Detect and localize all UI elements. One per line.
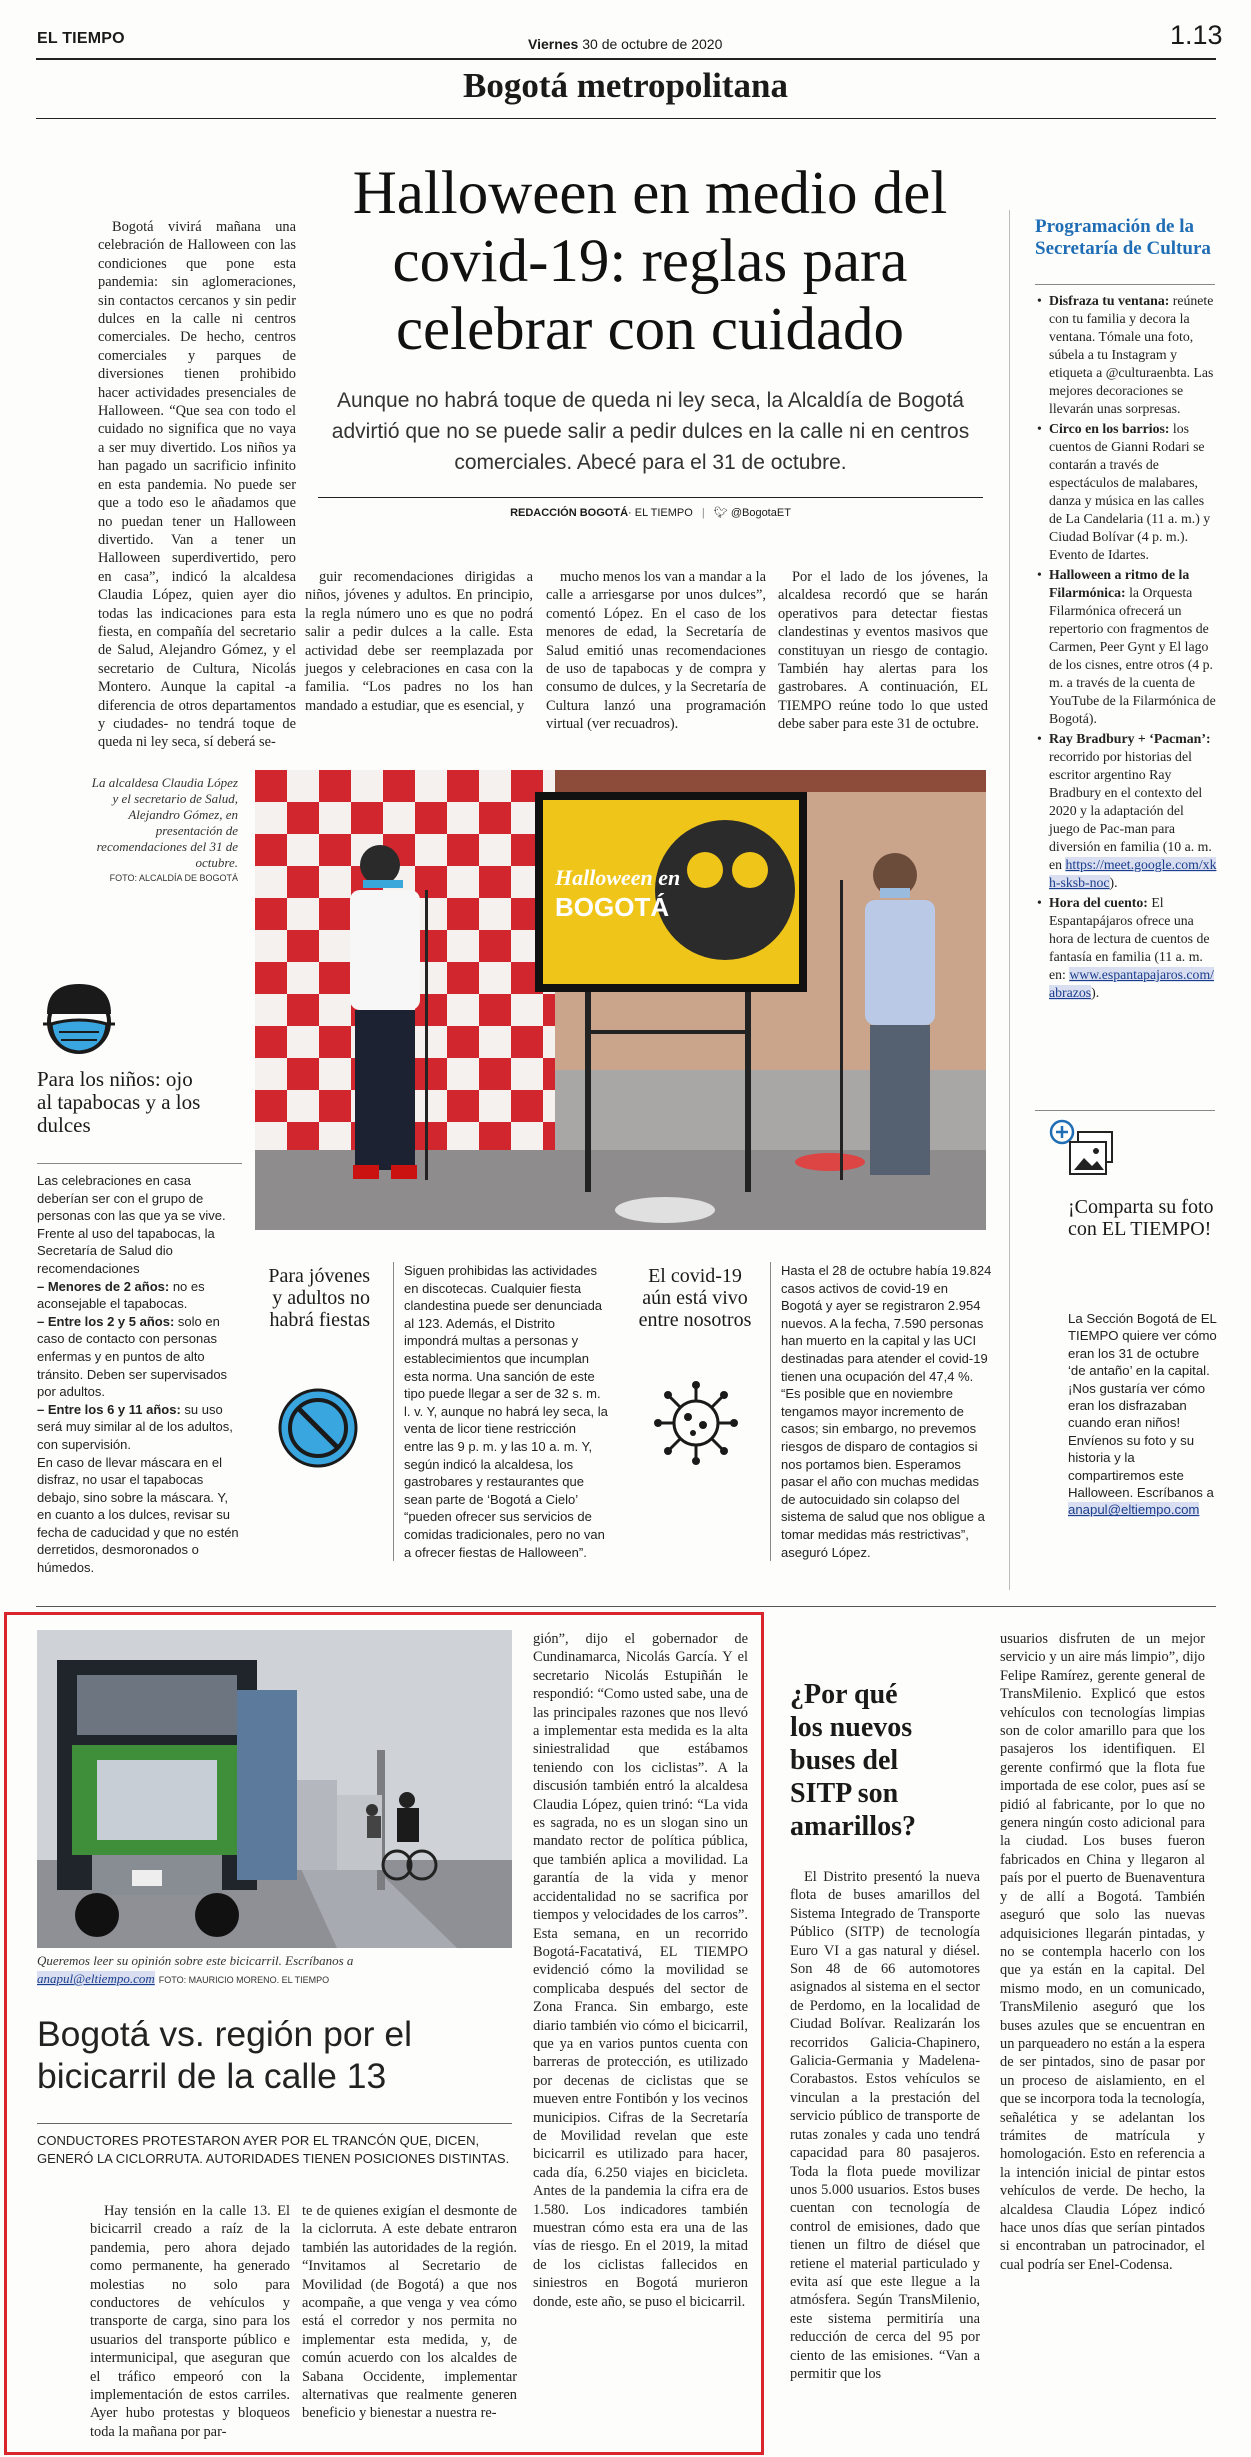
- culture-item-filarmonica: • Halloween a ritmo de la Filarmónica: la Orquesta Filarmónica ofrecerá un repertorio con fragmentos de Carmen, Peer Gynt y El lago de los cisnes, entre otros (4 p. m. a través de la cuenta de YouTube de la Filarmónica de Bogotá).: [1037, 567, 1216, 726]
- byline-source: · EL TIEMPO: [628, 507, 693, 519]
- sidebar-vrule: [1009, 210, 1010, 1590]
- article1-deck: Aunque no habrá toque de queda ni ley seca, la Alcaldía de Bogotá advirtió que no se puede salir a pedir dulces en la calle ni en centros comerciales. Abecé para el 31 de octubre.: [331, 389, 970, 474]
- article2-photo-credit: FOTO: MAURICIO MORENO. EL TIEMPO: [158, 1975, 330, 1985]
- youth-box-text: Siguen prohibidas las actividades en discotecas. Cualquier fiesta clandestina puede ser denunciada al 123. Además, el Distrito impondrá multas a personas y establecimientos que incumplan esta norma. Una sanción de este tipo puede llegar a ser de 32 s. m. l. v. Y, aunque no habrá ley seca, la venta de licor tiene restricción entre las 9 p. m. y las 10 a. m. Y, según indicó la alcaldesa, los gastrobares y restaurantes que sean parte de ‘Bogotá a Cielo’ “pueden ofrecer sus servicios de comidas tradicionales, pero no van a ofrecer fiestas de Halloween”.: [393, 1262, 608, 1561]
- article1-photo-caption: La alcaldesa Claudia López y el secretario de Salud, Alejandro Gómez, en presentación de recomendaciones del 31 de octubre. FOTO: ALCALDÍA DE BOGOTÁ: [88, 775, 238, 883]
- covid-box-text: Hasta el 28 de octubre había 19.824 casos activos de covid-19 en Bogotá y ayer se registraron 2.954 nuevos. A la fecha, 7.590 personas han muerto en la capital y las UCI destinadas para atender el covid-19 tienen una ocupación del 47,4 %. “Es posible que en noviembre tengamos mayor incremento de casos; sin embargo, no prevemos riesgos de disparo de contagios si nos portamos bien. Esperamos pasar el año con muchas medidas de autocuidado sin colapso del sistema de salud que nos obligue a tomar medidas más restrictivas”, aseguró López.: [770, 1262, 992, 1561]
- article2-col2: te de quienes exigían el desmonte de la ciclorruta. A este debate entraron también las autoridades de la región. “Invitamos al Secretario de Movilidad (de Bogotá) a que nos acompañe, a que venga y vea cómo está el corredor y nos permita no implementar esta medida, y, de común acuerdo con los alcaldes de Sabana Occidente, implementar alternativas que realmente generen beneficio y bienestar a nuestra re-: [302, 2203, 517, 2422]
- date-day: Viernes: [528, 36, 579, 52]
- sidebar-culture-title: Programación de la Secretaría de Cultura: [1035, 216, 1211, 259]
- kids-box-text: Las celebraciones en casa deberían ser con el grupo de personas con las que ya se vive. Frente al uso del tapabocas, la Secretaría de Salud dio recomendaciones – Menores de 2 años: no es aconsejable el tapabocas. – Entre los 2 y 5 años: solo en caso de contacto con personas enfermas y en puntos de alto tránsito. Deben ser supervisados por adultos. – Entre los 6 y 11 años: su uso será muy similar al de los adultos, con supervisión. En caso de llevar máscara en el disfraz, no usar el tapabocas debajo, sino sobre la máscara. Y, en cuanto a los dulces, revisar su fecha de caducidad y que no estén derretidos, desmoronados o húmedos.: [37, 1173, 239, 1576]
- face-mask-icon: [37, 980, 119, 1060]
- kids-box-rule: [37, 1163, 242, 1164]
- share-email-link[interactable]: anapul@eltiempo.com: [1068, 1502, 1200, 1518]
- article2-caption-email[interactable]: anapul@eltiempo.com: [37, 1971, 155, 1986]
- section-rule: [36, 118, 1216, 119]
- byline-twitter[interactable]: @BogotaET: [730, 507, 791, 519]
- screen-text: Halloween en: [555, 865, 681, 890]
- culture-item-ventana: • Disfraza tu ventana: reúnete con tu familia y decora la ventana. Tómale una foto, súbela a tu Instagram y etiqueta a @culturaenbta. Las mejores decoraciones se llevarán unas sorpresas.: [1037, 293, 1214, 416]
- screen-text-city: BOGOTÁ: [555, 892, 670, 922]
- share-title: ¡Comparta su foto con EL TIEMPO!: [1068, 1196, 1214, 1240]
- issue-date: [528, 36, 722, 52]
- brand-logo: EL TIEMPO: [37, 30, 125, 47]
- youth-box-title: Para jóvenes y adultos no habrá fiestas: [268, 1265, 370, 1331]
- article3-headline: ¿Por qué los nuevos buses del SITP son amarillos?: [790, 1679, 916, 1842]
- article3-col2: usuarios disfruten de un mejor servicio y un aire más limpio”, dijo Felipe Ramírez, gerente general de TransMilenio. Explicó que estos vehículos con tecnologías limpias son de color amarillo para que los pasajeros los identifiquen. El gerente confirmó que la flota fue importada de ese color, pues así se pidió al fabricante, por lo que no genera ningún costo adicional para la ciudad. Los buses fueron fabricados en China y llegaron al país por el puerto de Buenaventura y de allí a Bogotá. También aseguró que solo las nuevas adquisiciones llegarán pintadas, y no se contempla hacerlo con los que ya están en la capital. Del mismo modo, en un comunicado, TransMilenio aseguró que los buses azules que se encuentran en un parqueadero no están a la espera de ser pintados, sino de pasar por un proceso de aislamiento, en el que se incorpora toda la tecnología, señalética y se adelantan los trámites de matrícula y homologación. Esto en referencia a la intención inicial de pintar estos vehículos de verde. De hecho, la alcaldesa Claudia López indicó hace unos días que serían pintados si encontraban un patrocinador, el cual podría ser Enel-Codensa.: [1000, 1631, 1205, 2273]
- culture-item-cuento: • Hora del cuento: El Espantapájaros ofrece una hora de lectura de cuentos de fantasía en familia (11 a. m. en: www.espantapajaros.com/abrazos).: [1037, 895, 1215, 1000]
- culture-item-circo: • Circo en los barrios: los cuentos de Gianni Rodari se contarán a través de espectáculos de malabares, danza y música en las calles de La Candelaria (11 a. m.) y Ciudad Bolívar (4 p. m.). Evento de Idartes.: [1037, 421, 1211, 562]
- share-rule-top: [1035, 1110, 1215, 1111]
- article1-col1: Bogotá vivirá mañana una celebración de Halloween con las condiciones que pone esta pandemia: sin aglomeraciones, sin contactos cercanos y sin pedir dulces en la calle ni centros comerciales. De hecho, centros comerciales y parques de diversiones tienen prohibido hacer actividades presenciales de Halloween. “Que sea con todo el cuidado no significa que no vaya a ser muy divertido. Los niños ya han pagado un sacrificio infinito en esta pandemia. No puede ser que a todo eso le añadamos que no puedan tener un Halloween divertido. Van a tener un Halloween superdivertido, pero en casa”, indicó la alcaldesa Claudia López, quien ayer dio todas las indicaciones para esta fiesta, en compañía del secretario de Salud, Alejandro Gómez, y el secretario de Cultura, Nicolás Montero. Aunque la capital -a diferencia de otros departamentos y ciudades- no tendrá toque de queda ni ley seca, sí deberá se-: [98, 219, 296, 751]
- culture-list: [1037, 292, 1217, 1002]
- article2-col3: gión”, dijo el gobernador de Cundinamarca, Nicolás García. Y el secretario Nicolás Estupiñán le respondió: “Como usted sabe, una de las principales razones que nos llevó a implementar esta medida es la alta siniestralidad que estábamos teniendo con los ciclistas”. A la discusión también entró la alcaldesa Claudia López, quien trinó: “La vida es sagrada, no es un slogan sino un mandato rector de política pública, que también aplica a movilidad. La garantía de la vida y menor accidentalidad no se sacrifica por tiempos y velocidades de los carros”. Esta semana, en un recorrido Bogotá-Facatativá, EL TIEMPO evidenció cómo la movilidad se complicaba después del sector de Zona Franca. Sin embargo, este diario también vio cómo el bicicarril, que ya en varios puntos cuenta con barreras de protección, es utilizado por decenas de ciclistas que se mueven entre Fontibón y los vecinos municipios. Cifras de la Secretaría de Movilidad revelan que este bicicarril es utilizado para hacer, cada día, 6.250 viajes en bicicleta. Antes de la pandemia la cifra era de 1.580. Los indicadores también muestran cómo esta era una de las vías de riesgo. En el 2019, la mitad de los ciclistas fallecidos en siniestros en Bogotá murieron donde, este año, se puso el bicicarril.: [533, 1631, 748, 2310]
- article2-col1: Hay tensión en la calle 13. El bicicarril creado a raíz de la pandemia, pero ahora dejado como permanente, ha generado molestias no solo para conductores de vehículos y transporte de carga, sino para los usuarios del transporte público e intermunicipal, que aseguran que el tráfico empeoró con la implementación de estos carriles. Ayer hubo protestas y bloqueos toda la mañana por par-: [90, 2203, 290, 2440]
- article1-col2: guir recomendaciones dirigidas a niños, jóvenes y adultos. En principio, la regla número uno es que no podrá salir a pedir dulces a la calle. Esta actividad debe ser reemplazada por juegos y celebraciones en casa con la familia. “Los padres no los han mandado a estudiar, que es esencial, y: [305, 569, 533, 714]
- date-rest: 30 de octubre de 2020: [582, 36, 723, 52]
- kids-box-title: Para los niños: ojo al tapabocas y a los dulces: [37, 1067, 201, 1137]
- masthead-rule: [36, 58, 1216, 60]
- page-number: 1.13: [1170, 20, 1223, 50]
- article1-headline: Halloween en medio del covid-19: reglas para celebrar con cuidado: [352, 160, 948, 363]
- article2-deck-rule: [37, 2123, 512, 2124]
- sidebar-culture-rule: [1035, 284, 1215, 285]
- article2-headline: Bogotá vs. región por el bicicarril de la calle 13: [37, 2014, 412, 2096]
- byline-author: REDACCIÓN BOGOTÁ: [510, 507, 629, 519]
- meet-link[interactable]: https://meet.google.com/xkh-sksb-noc: [1049, 857, 1217, 890]
- espantapajaros-link[interactable]: www.espantapajaros.com/abrazos: [1049, 967, 1215, 1000]
- page-divider: [36, 1606, 1216, 1607]
- photo-album-icon: [1048, 1118, 1118, 1188]
- article1-photo: [255, 770, 986, 1230]
- byline: REDACCIÓN BOGOTÁ· EL TIEMPO | 🐦︎ @BogotaET: [510, 507, 791, 519]
- twitter-icon: 🐦︎: [713, 507, 728, 519]
- article1-col3: mucho menos los van a mandar a la calle a arriesgarse por unos dulces”, comentó López. En el caso de los menores de edad, la Secretaría de Salud emitió unas recomendaciones de uso de tapabocas y de compra y consumo de dulces, y la Secretaría de Cultura lanzó una programación virtual (ver recuadros).: [546, 569, 766, 733]
- culture-item-bradbury: • Ray Bradbury + ‘Pacman’: recorrido por historias del escritor argentino Ray Bradbury en el contexto del 2020 y la adaptación del juego de Pac-man para diversión en familia (10 a. m. en https://meet.google.com/xkh-sksb-noc).: [1037, 731, 1217, 890]
- article2-deck: CONDUCTORES PROTESTARON AYER POR EL TRANCÓN QUE, DICEN, GENERÓ LA CICLORRUTA. AUTORIDADES TIENEN POSICIONES DISTINTAS.: [37, 2133, 510, 2166]
- virus-icon: [648, 1375, 744, 1471]
- share-text: La Sección Bogotá de EL TIEMPO quiere ver cómo eran los 31 de octubre ‘de antaño’ en la capital. ¡Nos gustaría ver cómo eran los disfrazaban cuando eran niños! Envíenos su foto y su historia y la compartiremos este Halloween. Escríbanos a anapul@eltiempo.com: [1068, 1311, 1217, 1518]
- article3-col1: El Distrito presentó la nueva flota de buses amarillos del Sistema Integrado de Transporte Público (SITP) de tecnología Euro VI a gas natural y diésel. Son 48 de 66 automotores asignados al sistema en el sector de Perdomo, en la localidad de Ciudad Bolívar. Realizarán los recorridos Galicia-Chapinero, Galicia-Germania y Madelena-Corabastos. Estos vehículos se vinculan a la prestación del servicio público de transporte de rutas zonales y cada uno tendrá capacidad para 80 pasajeros. Toda la flota puede movilizar unos 5.000 usuarios. Estos buses cuentan con tecnología de control de emisiones, dado que tienen un filtro de diésel que retiene el material particulado y evita así que este llegue a la atmósfera. Según TransMilenio, este sistema permitiría una reducción de cerca del 95 por ciento de las emisiones. “Van a permitir que los: [790, 1869, 980, 2382]
- byline-rule: [318, 497, 983, 498]
- prohibited-icon: [275, 1385, 361, 1471]
- article2-photo: [37, 1630, 512, 1948]
- article1-photo-credit: FOTO: ALCALDÍA DE BOGOTÁ: [109, 873, 238, 883]
- article2-photo-caption: Queremos leer su opinión sobre este bicicarril. Escríbanos a anapul@eltiempo.com FOTO: MAURICIO MORENO. EL TIEMPO: [37, 1953, 354, 1986]
- article1-col4: Por el lado de los jóvenes, la alcaldesa recordó que se harán operativos para detectar fiestas clandestinas y eventos masivos que constituyan un riesgo de contagio. También hay alertas para los gastrobares. A continuación, EL TIEMPO reúne todo lo que usted debe saber para este 31 de octubre.: [778, 569, 988, 733]
- covid-box-title: El covid-19 aún está vivo entre nosotros: [638, 1265, 752, 1331]
- section-title: Bogotá metropolitana: [462, 66, 789, 105]
